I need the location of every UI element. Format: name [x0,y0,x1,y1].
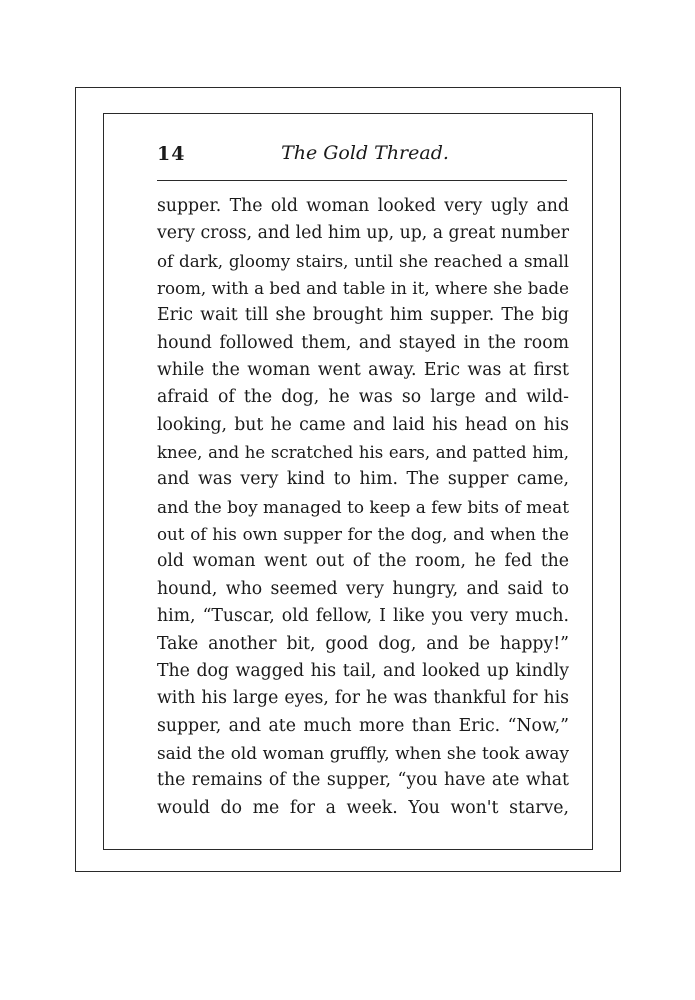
text-line: hound, who seemed very hungry, and said to [157,578,569,599]
text-line: The dog wagged his tail, and looked up kindly [157,660,569,681]
text-line: and was very kind to him. The supper came, [157,469,569,490]
text-line: and the boy managed to keep a few bits of meat [157,496,570,517]
text-line: while the woman went away. Eric was at first [157,360,569,381]
text-line: old woman went out of the room, he fed the [157,551,569,572]
text-line: of dark, gloomy stairs, until she reached a small [157,250,569,271]
text-line: very cross, and led him up, up, a great number [157,223,570,244]
text-line: the remains of the supper, “you have ate what [157,770,569,791]
text-line: Eric wait till she brought him supper. The big [157,305,569,326]
text-line: knee, and he scratched his ears, and patted him, [157,443,569,463]
text-line: would do me for a week. You won't starve, [157,797,569,818]
page-number: 14 [157,143,186,165]
text-line: supper. The old woman looked very ugly and [157,196,569,216]
body-text [157,193,569,822]
text-line: looking, but he came and laid his head on his [157,414,569,435]
text-line: Take another bit, good dog, and be happy!” [157,633,569,654]
text-line: out of his own supper for the dog, and when the [157,524,569,545]
text-line: with his large eyes, for he was thankful for his [157,688,569,709]
text-line: said the old woman gruffly, when she took away [157,742,569,763]
text-line: room, with a bed and table in it, where she bade [157,278,569,299]
running-title: The Gold Thread. [281,142,449,164]
header-rule [157,180,567,181]
text-line: afraid of the dog, he was so large and wild- [157,387,569,408]
text-line: supper, and ate much more than Eric. “Now,” [157,715,569,736]
text-line: hound followed them, and stayed in the room [157,332,569,353]
text-line: him, “Tuscar, old fellow, I like you very much. [157,606,569,627]
